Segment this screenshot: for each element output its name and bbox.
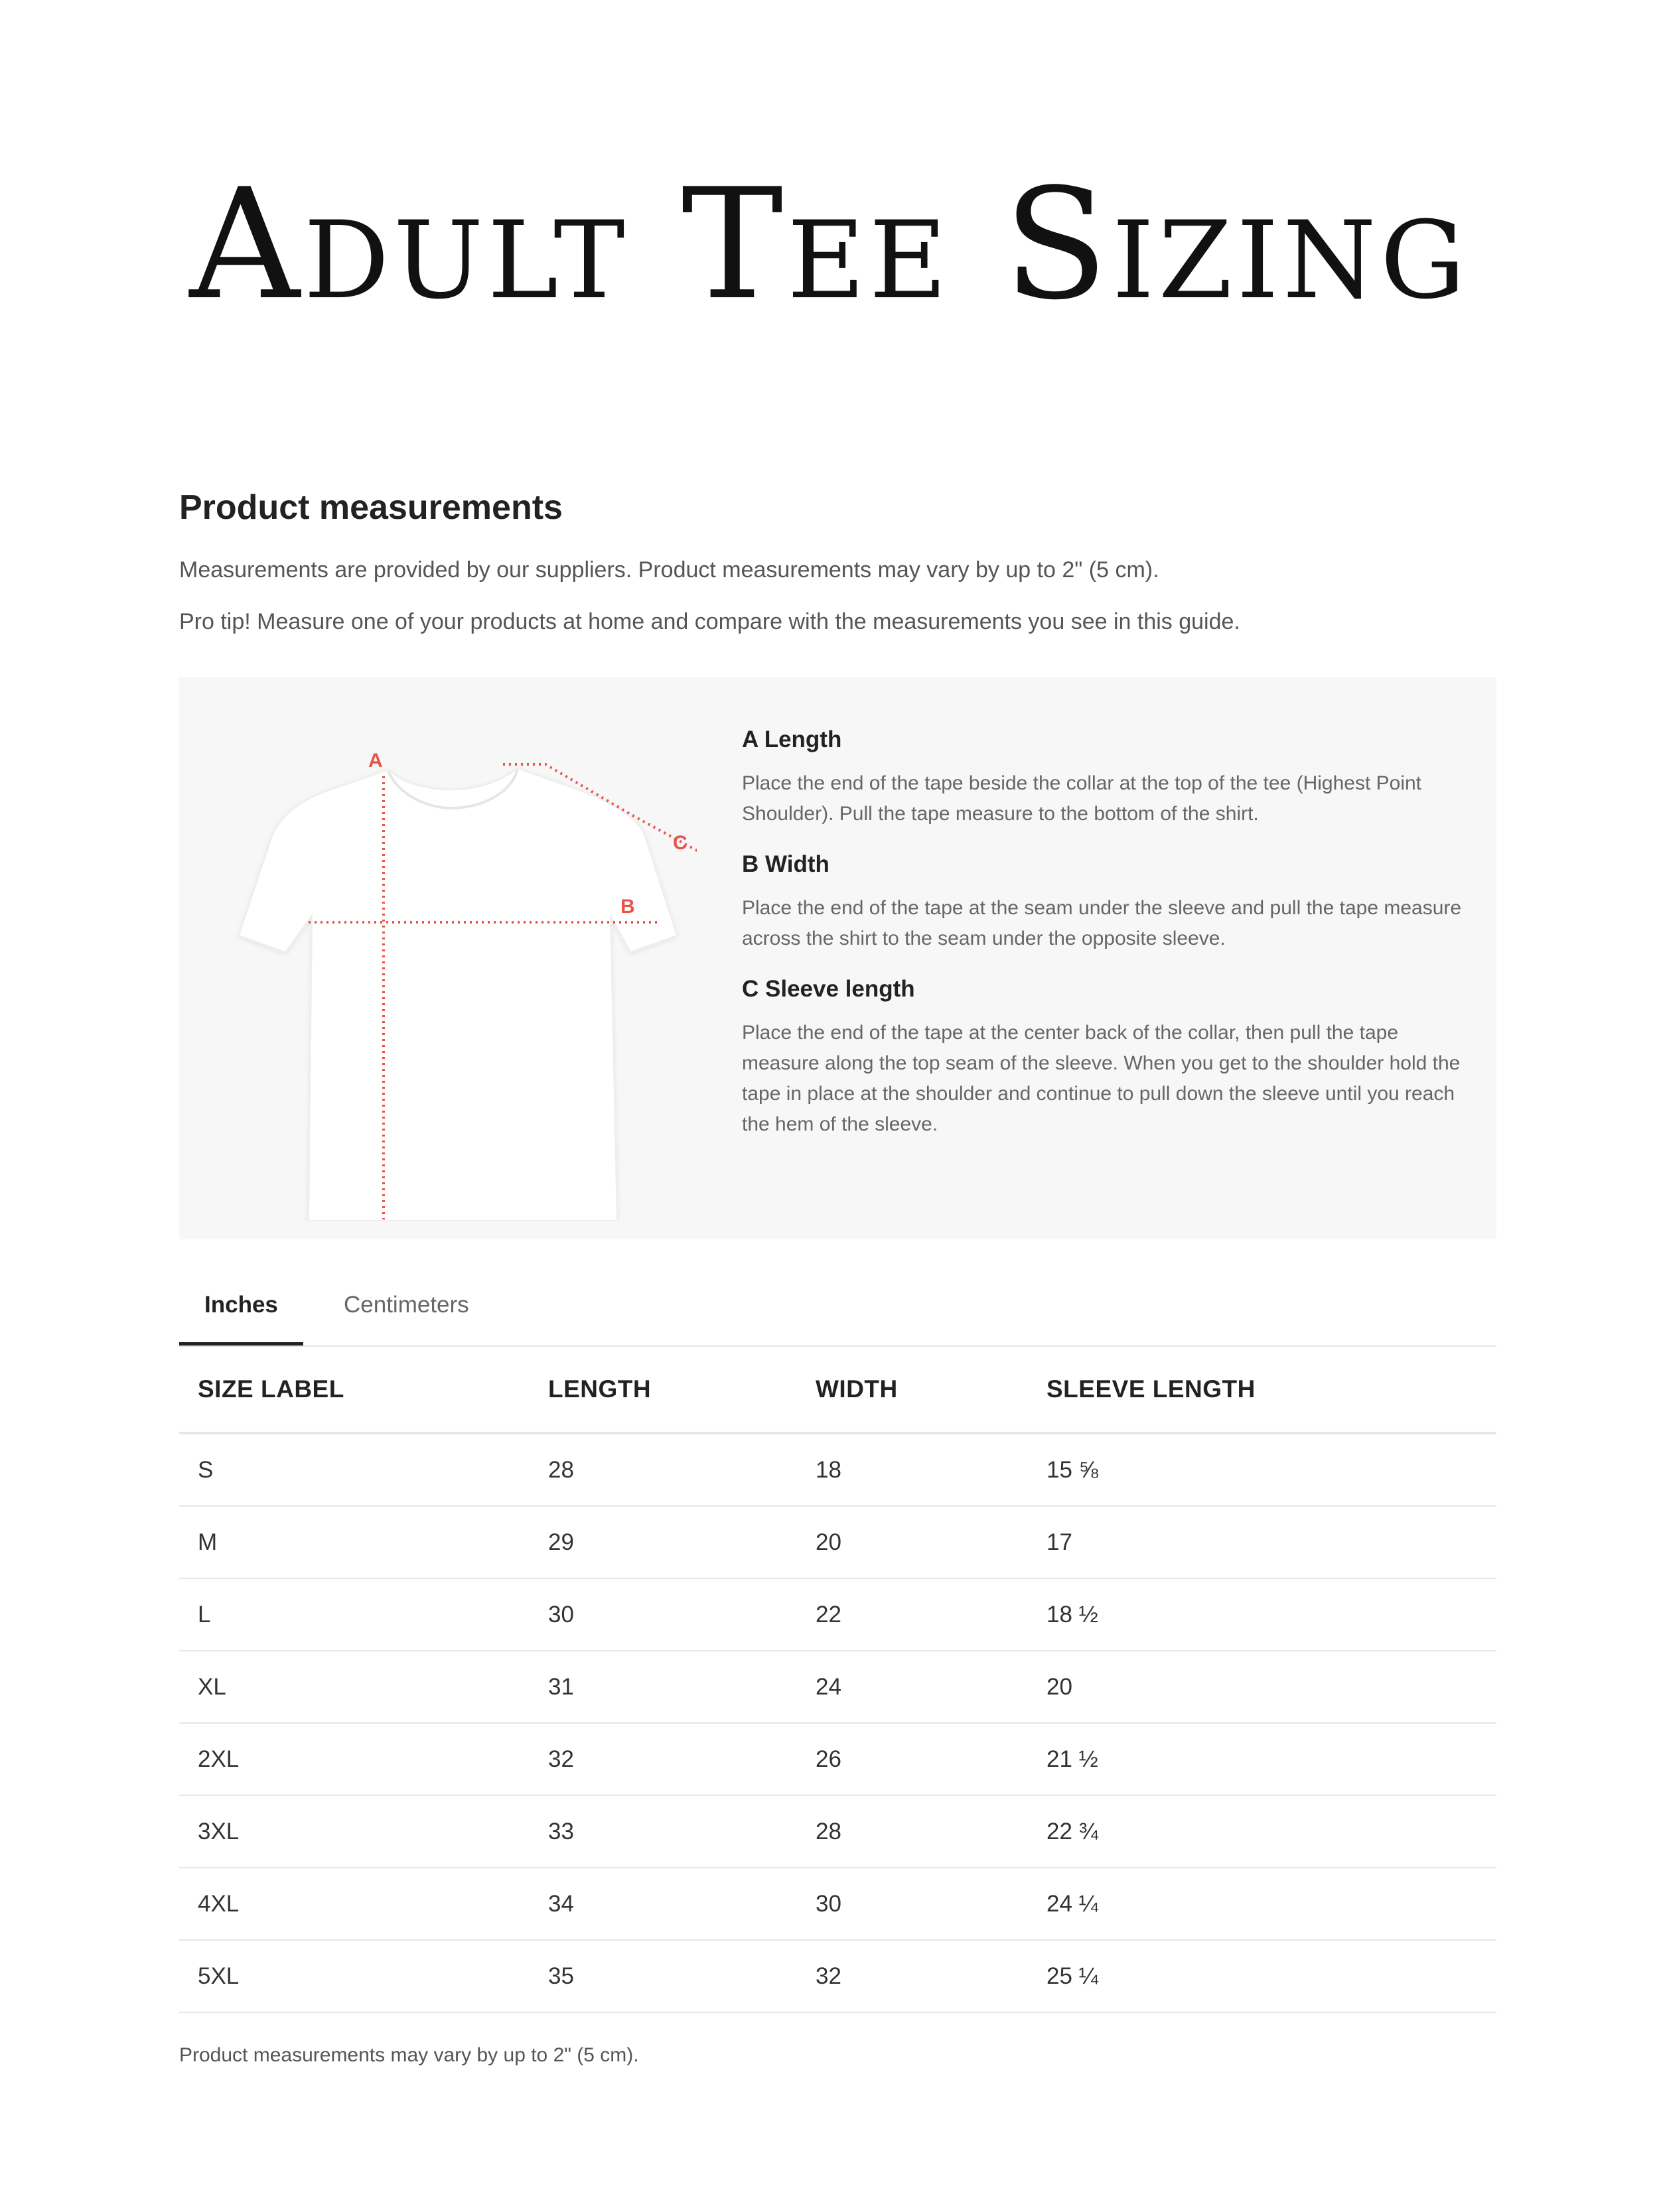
table-row bbox=[179, 1723, 1496, 1795]
header-size-label: SIZE LABEL bbox=[179, 1347, 530, 1433]
size-cell: L bbox=[179, 1578, 530, 1651]
size-cell: XL bbox=[179, 1651, 530, 1723]
tee-shirt-shape bbox=[239, 768, 677, 1221]
tee-measurement-diagram bbox=[219, 717, 697, 1221]
size-cell: 2XL bbox=[179, 1723, 530, 1795]
width-cell: 32 bbox=[797, 1940, 1028, 2012]
unit-tabs bbox=[179, 1266, 1496, 1347]
section-heading: Product measurements bbox=[179, 488, 563, 527]
width-cell: 26 bbox=[797, 1723, 1028, 1795]
width-cell: 28 bbox=[797, 1795, 1028, 1868]
sleeve-cell: 17 bbox=[1028, 1506, 1496, 1578]
length-cell: 32 bbox=[530, 1723, 797, 1795]
guide-item-width-title: B Width bbox=[742, 851, 830, 877]
table-row bbox=[179, 1651, 1496, 1723]
page-title: Adult Tee Sizing bbox=[189, 157, 1470, 334]
main-content bbox=[179, 484, 1496, 2070]
table-row bbox=[179, 1506, 1496, 1578]
sleeve-cell: 21 ½ bbox=[1028, 1723, 1496, 1795]
header-sleeve-length: SLEEVE LENGTH bbox=[1028, 1347, 1496, 1433]
guide-item-width-description: Place the end of the tape at the seam under the sleeve and pull the tape measure across the shirt to the seam under the opposite sleeve. bbox=[742, 897, 1462, 949]
sleeve-cell: 22 ¾ bbox=[1028, 1795, 1496, 1868]
length-cell: 34 bbox=[530, 1868, 797, 1940]
size-cell: 5XL bbox=[179, 1940, 530, 2012]
guide-item-length-description: Place the end of the tape beside the collar at the top of the tee (Highest Point Shoulder). Pull the tape measure to the bottom of the shirt. bbox=[742, 772, 1422, 825]
guide-item-length-title: A Length bbox=[742, 726, 842, 752]
size-cell: 4XL bbox=[179, 1868, 530, 1940]
diagram-label-a: A bbox=[368, 750, 383, 772]
guide-item-sleeve-title: C Sleeve length bbox=[742, 976, 915, 1002]
width-cell: 24 bbox=[797, 1651, 1028, 1723]
tab-inches[interactable]: Inches bbox=[179, 1266, 303, 1346]
length-cell: 30 bbox=[530, 1578, 797, 1651]
pro-tip-text: Pro tip! Measure one of your products at home and compare with the measurements you see in this guide. bbox=[179, 609, 1240, 634]
length-cell: 35 bbox=[530, 1940, 797, 2012]
table-row bbox=[179, 1433, 1496, 1506]
length-cell: 33 bbox=[530, 1795, 797, 1868]
size-cell: M bbox=[179, 1506, 530, 1578]
length-cell: 29 bbox=[530, 1506, 797, 1578]
measurement-instructions bbox=[742, 723, 1465, 1158]
table-header-row bbox=[179, 1347, 1496, 1433]
diagram-label-c: C bbox=[673, 832, 687, 854]
length-cell: 28 bbox=[530, 1433, 797, 1506]
table-row bbox=[179, 1940, 1496, 2012]
width-cell: 18 bbox=[797, 1433, 1028, 1506]
table-row bbox=[179, 1578, 1496, 1651]
length-cell: 31 bbox=[530, 1651, 797, 1723]
width-cell: 22 bbox=[797, 1578, 1028, 1651]
table-row bbox=[179, 1795, 1496, 1868]
header-width: WIDTH bbox=[797, 1347, 1028, 1433]
size-cell: 3XL bbox=[179, 1795, 530, 1868]
sleeve-cell: 25 ¼ bbox=[1028, 1940, 1496, 2012]
diagram-label-b: B bbox=[620, 896, 635, 918]
guide-item-sleeve-description: Place the end of the tape at the center back of the collar, then pull the tape measure along the top seam of the sleeve. When you get to the shoulder hold the tape in place at the shoulder and continue to pull down the sleeve until you reach the hem of the sleeve. bbox=[742, 1022, 1461, 1135]
measurement-guide-panel bbox=[179, 677, 1496, 1239]
sleeve-cell: 24 ¼ bbox=[1028, 1868, 1496, 1940]
size-table bbox=[179, 1347, 1496, 2013]
width-cell: 20 bbox=[797, 1506, 1028, 1578]
width-cell: 30 bbox=[797, 1868, 1028, 1940]
footnote: Product measurements may vary by up to 2" (5 cm). bbox=[179, 2044, 639, 2066]
sleeve-cell: 18 ½ bbox=[1028, 1578, 1496, 1651]
intro-text: Measurements are provided by our suppliers. Product measurements may vary by up to 2" (5 cm). bbox=[179, 557, 1159, 583]
table-row bbox=[179, 1868, 1496, 1940]
size-cell: S bbox=[179, 1433, 530, 1506]
header-length: LENGTH bbox=[530, 1347, 797, 1433]
sleeve-cell: 15 ⅝ bbox=[1028, 1433, 1496, 1506]
tab-centimeters[interactable]: Centimeters bbox=[344, 1292, 469, 1318]
sleeve-cell: 20 bbox=[1028, 1651, 1496, 1723]
